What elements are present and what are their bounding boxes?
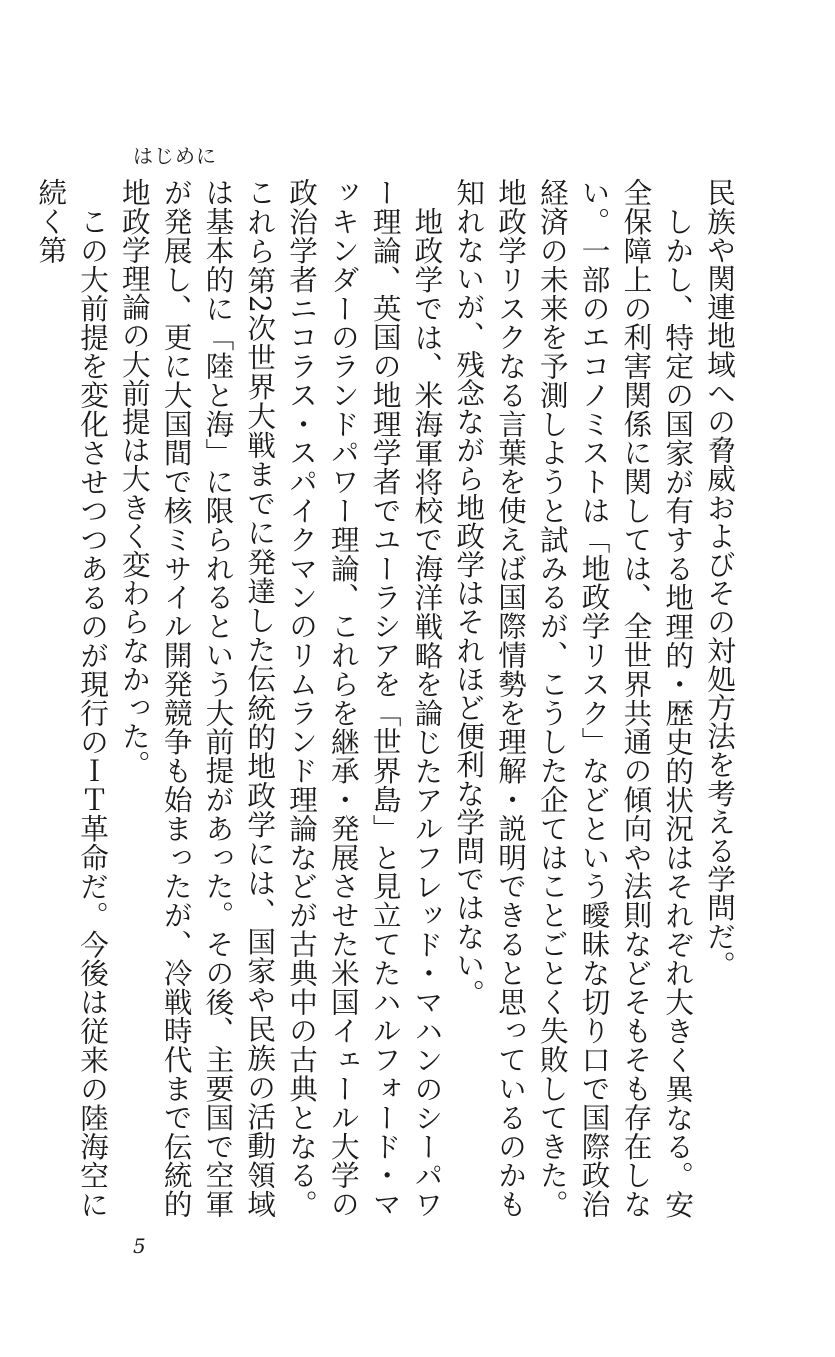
paragraph-1: 民族や関連地域への脅威およびその対処方法を考える学問だ。 [703,178,737,979]
paragraph-3: 地政学では、米海軍将校で海洋戦略を論じたアルフレッド・マハンのシーパワー理論、英国の地理学者でユーラシアを「世界島」と見立てたハルフォード・マッキンダーのランドパワー理論、これらを継承・発展させた米国イェール大学の政治学者ニコラス・スパイクマンのリムランド理論などが古典中の古典となる。これら第2次世界大戦までに発達した伝統的地政学には、国家や民族の活動領域は基本的に「陸と海」に限られるという大前提があった。その後、主要国で空軍が発展し、更に大国間で核ミサイル開発競争も始まったが、冷戦時代まで伝統的地政学理論の大前提は大きく変わらなかった。 [117,178,445,1218]
running-head: はじめに [133,144,217,168]
paragraph-2: しかし、特定の国家が有する地理的・歴史的状況はそれぞれ大きく異なる。安全保障上の利害関係に関しては、全世界共通の傾向や法則などそもそも存在しない。一部のエコノミストは「地政学リスク」などという曖昧な切り口で国際政治経済の未来を予測しようと試みるが、こうした企てはことごとく失敗してきた。地政学リスクなる言葉を使えば国際情勢を理解・説明できると思っているのかも知れないが、残念ながら地政学はそれほど便利な学問ではない。 [452,178,696,1218]
page-number: 5 [133,1234,146,1258]
body-text [29,178,740,1218]
paragraph-4: この大前提を変化させつつあるのが現行のＩＴ革命だ。今後は従来の陸海空に続く第 [34,178,111,1218]
